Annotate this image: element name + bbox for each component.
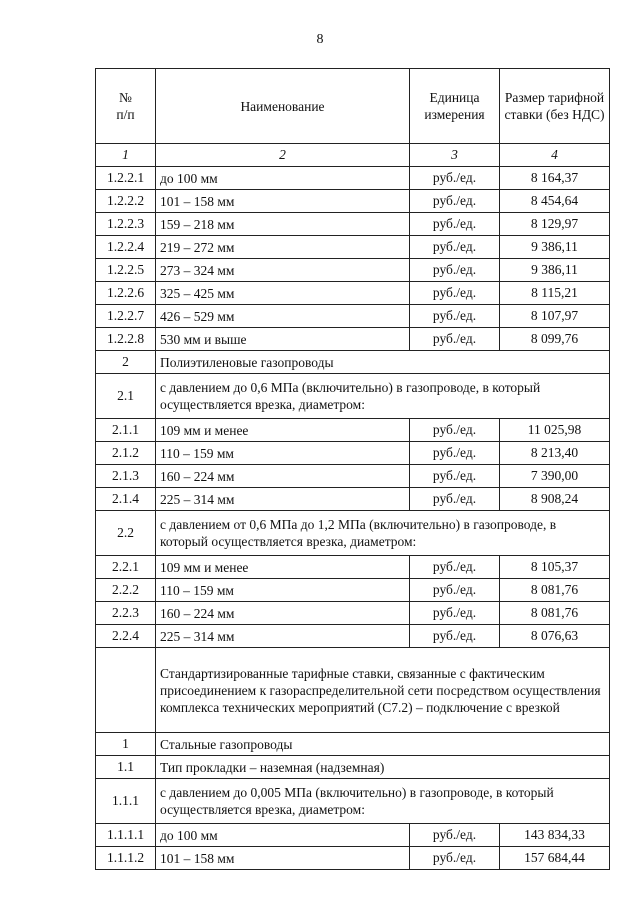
column-index: 2 bbox=[156, 144, 410, 167]
row-name: до 100 мм bbox=[156, 167, 410, 190]
row-unit: руб./ед. bbox=[410, 579, 500, 602]
row-price: 8 099,76 bbox=[500, 328, 610, 351]
row-number: 1.2.2.5 bbox=[96, 259, 156, 282]
row-number: 1.2.2.8 bbox=[96, 328, 156, 351]
row-name: 109 мм и менее bbox=[156, 556, 410, 579]
row-price: 9 386,11 bbox=[500, 259, 610, 282]
row-name: 101 – 158 мм bbox=[156, 847, 410, 870]
row-name: 110 – 159 мм bbox=[156, 579, 410, 602]
row-unit: руб./ед. bbox=[410, 602, 500, 625]
row-price: 8 164,37 bbox=[500, 167, 610, 190]
row-number: 1.2.2.3 bbox=[96, 213, 156, 236]
column-index: 1 bbox=[96, 144, 156, 167]
row-name: 160 – 224 мм bbox=[156, 602, 410, 625]
header-unit: Единица измерения bbox=[410, 69, 500, 144]
table-row bbox=[96, 556, 610, 579]
row-name: Тип прокладки – наземная (надземная) bbox=[156, 756, 610, 779]
row-number: 2.2.1 bbox=[96, 556, 156, 579]
table-row bbox=[96, 602, 610, 625]
header-price: Размер тарифной ставки (без НДС) bbox=[500, 69, 610, 144]
table-row bbox=[96, 847, 610, 870]
row-price: 157 684,44 bbox=[500, 847, 610, 870]
row-name: 110 – 159 мм bbox=[156, 442, 410, 465]
row-name: с давлением до 0,6 МПа (включительно) в газопроводе, в который осуществляется врезка, диаметром: bbox=[156, 374, 610, 419]
row-number: 2.2.2 bbox=[96, 579, 156, 602]
row-unit: руб./ед. bbox=[410, 305, 500, 328]
row-price: 8 115,21 bbox=[500, 282, 610, 305]
row-name: с давлением до 0,005 МПа (включительно) в газопроводе, в который осуществляется врезка, диаметром: bbox=[156, 779, 610, 824]
row-number bbox=[96, 648, 156, 733]
row-price: 8 107,97 bbox=[500, 305, 610, 328]
row-name: 160 – 224 мм bbox=[156, 465, 410, 488]
header-num: № п/п bbox=[96, 69, 156, 144]
table-row bbox=[96, 511, 610, 556]
row-number: 1.1.1.2 bbox=[96, 847, 156, 870]
table-body bbox=[96, 167, 610, 870]
row-number: 2.2 bbox=[96, 511, 156, 556]
row-number: 1 bbox=[96, 733, 156, 756]
row-unit: руб./ед. bbox=[410, 259, 500, 282]
column-index-row bbox=[96, 144, 610, 167]
row-name: Стальные газопроводы bbox=[156, 733, 610, 756]
table-row bbox=[96, 579, 610, 602]
row-number: 2.1.4 bbox=[96, 488, 156, 511]
row-number: 1.2.2.7 bbox=[96, 305, 156, 328]
table-row bbox=[96, 733, 610, 756]
row-name: 109 мм и менее bbox=[156, 419, 410, 442]
row-name: до 100 мм bbox=[156, 824, 410, 847]
row-price: 8 076,63 bbox=[500, 625, 610, 648]
row-price: 7 390,00 bbox=[500, 465, 610, 488]
tariff-table bbox=[95, 68, 610, 870]
table-row bbox=[96, 648, 610, 733]
row-unit: руб./ед. bbox=[410, 282, 500, 305]
row-number: 1.2.2.4 bbox=[96, 236, 156, 259]
row-name: с давлением от 0,6 МПа до 1,2 МПа (включительно) в газопроводе, в который осуществляется врезка, диаметром: bbox=[156, 511, 610, 556]
row-unit: руб./ед. bbox=[410, 419, 500, 442]
row-name: Полиэтиленовые газопроводы bbox=[156, 351, 610, 374]
row-price: 8 105,37 bbox=[500, 556, 610, 579]
table-row bbox=[96, 374, 610, 419]
column-index: 4 bbox=[500, 144, 610, 167]
table-row bbox=[96, 328, 610, 351]
row-unit: руб./ед. bbox=[410, 328, 500, 351]
table-row bbox=[96, 236, 610, 259]
table-header-row bbox=[96, 69, 610, 144]
row-name: 325 – 425 мм bbox=[156, 282, 410, 305]
row-number: 1.2.2.1 bbox=[96, 167, 156, 190]
row-name: 101 – 158 мм bbox=[156, 190, 410, 213]
row-name: 225 – 314 мм bbox=[156, 625, 410, 648]
row-price: 8 081,76 bbox=[500, 579, 610, 602]
table-row bbox=[96, 442, 610, 465]
row-unit: руб./ед. bbox=[410, 824, 500, 847]
row-price: 8 129,97 bbox=[500, 213, 610, 236]
row-price: 8 081,76 bbox=[500, 602, 610, 625]
table-row bbox=[96, 190, 610, 213]
row-name: Стандартизированные тарифные ставки, связанные с фактическим присоединением к газораспределительной сети посредством осуществления комплекса технических мероприятий (С7.2) – подключение с врезкой bbox=[156, 648, 610, 733]
table-row bbox=[96, 259, 610, 282]
row-number: 2.2.3 bbox=[96, 602, 156, 625]
row-unit: руб./ед. bbox=[410, 236, 500, 259]
row-number: 2.1.3 bbox=[96, 465, 156, 488]
header-name: Наименование bbox=[156, 69, 410, 144]
row-price: 143 834,33 bbox=[500, 824, 610, 847]
row-name: 159 – 218 мм bbox=[156, 213, 410, 236]
row-price: 8 454,64 bbox=[500, 190, 610, 213]
table-row bbox=[96, 419, 610, 442]
table-row bbox=[96, 488, 610, 511]
table-row bbox=[96, 351, 610, 374]
row-unit: руб./ед. bbox=[410, 213, 500, 236]
row-unit: руб./ед. bbox=[410, 465, 500, 488]
row-price: 8 213,40 bbox=[500, 442, 610, 465]
page-number: 8 bbox=[316, 32, 324, 47]
row-price: 9 386,11 bbox=[500, 236, 610, 259]
row-unit: руб./ед. bbox=[410, 167, 500, 190]
row-number: 1.1.1 bbox=[96, 779, 156, 824]
row-price: 11 025,98 bbox=[500, 419, 610, 442]
row-unit: руб./ед. bbox=[410, 190, 500, 213]
row-number: 2.1.2 bbox=[96, 442, 156, 465]
row-name: 426 – 529 мм bbox=[156, 305, 410, 328]
row-name: 219 – 272 мм bbox=[156, 236, 410, 259]
table-row bbox=[96, 282, 610, 305]
row-price: 8 908,24 bbox=[500, 488, 610, 511]
row-unit: руб./ед. bbox=[410, 556, 500, 579]
column-index: 3 bbox=[410, 144, 500, 167]
row-number: 1.2.2.2 bbox=[96, 190, 156, 213]
row-name: 530 мм и выше bbox=[156, 328, 410, 351]
table-row bbox=[96, 167, 610, 190]
row-number: 1.2.2.6 bbox=[96, 282, 156, 305]
table-row bbox=[96, 756, 610, 779]
row-unit: руб./ед. bbox=[410, 625, 500, 648]
table-row bbox=[96, 779, 610, 824]
table-row bbox=[96, 824, 610, 847]
table-row bbox=[96, 213, 610, 236]
row-number: 1.1.1.1 bbox=[96, 824, 156, 847]
row-number: 2.2.4 bbox=[96, 625, 156, 648]
row-unit: руб./ед. bbox=[410, 488, 500, 511]
row-number: 2 bbox=[96, 351, 156, 374]
table-row bbox=[96, 305, 610, 328]
row-number: 2.1 bbox=[96, 374, 156, 419]
table-row bbox=[96, 625, 610, 648]
row-name: 273 – 324 мм bbox=[156, 259, 410, 282]
row-number: 2.1.1 bbox=[96, 419, 156, 442]
table-row bbox=[96, 465, 610, 488]
row-number: 1.1 bbox=[96, 756, 156, 779]
row-name: 225 – 314 мм bbox=[156, 488, 410, 511]
row-unit: руб./ед. bbox=[410, 847, 500, 870]
row-unit: руб./ед. bbox=[410, 442, 500, 465]
